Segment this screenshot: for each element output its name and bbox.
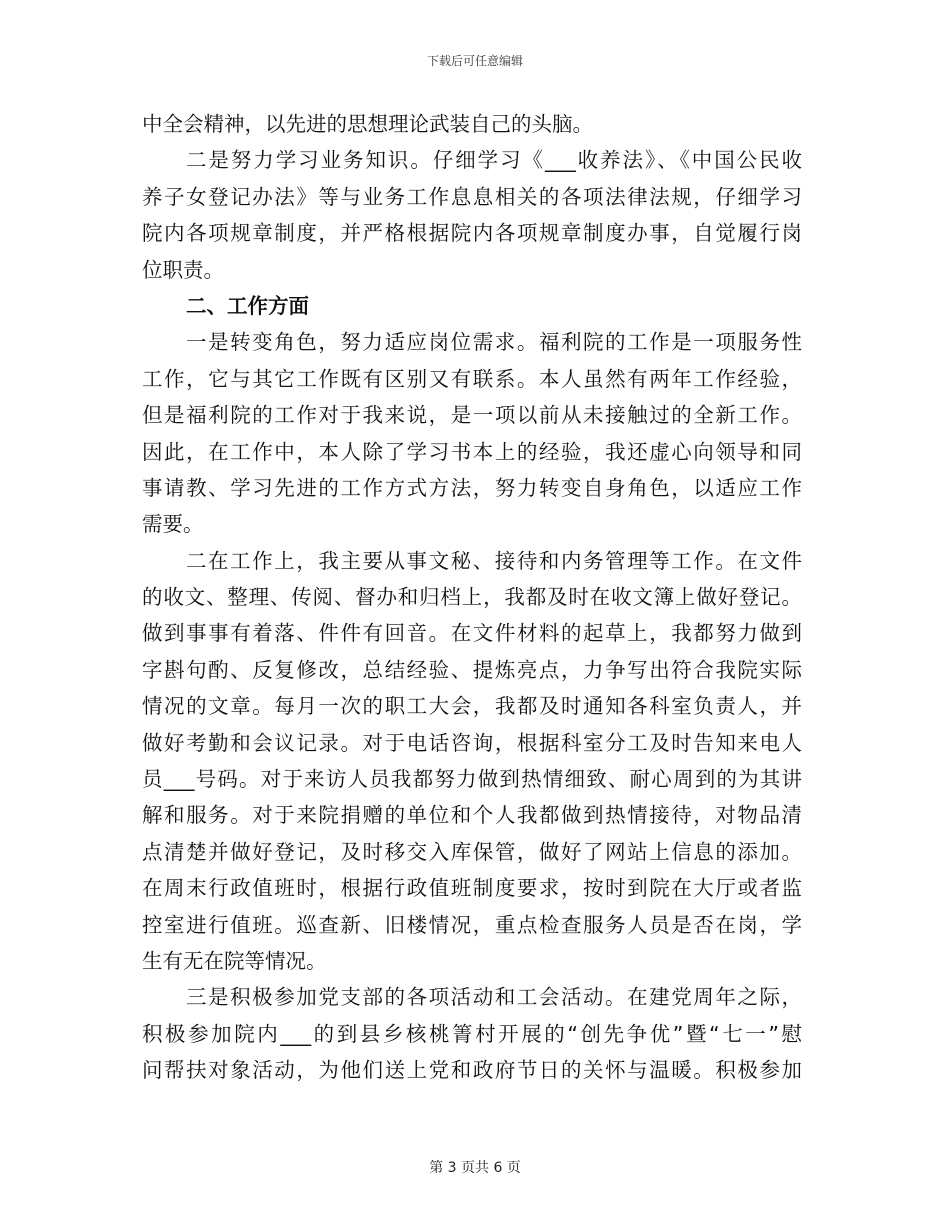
- document-body: [142, 106, 802, 1089]
- text-line: 的收文、整理、传阅、督办和归档上，我都及时在收文簿上做好登记。: [142, 585, 802, 610]
- section-heading: 二、工作方面: [186, 293, 309, 318]
- text-line: 二在工作上，我主要从事文秘、接待和内务管理等工作。在文件: [186, 548, 802, 573]
- text-line: 问帮扶对象活动，为他们送上党和政府节日的关怀与温暖。积极参加: [142, 1058, 802, 1083]
- text-line: 养子女登记办法》等与业务工作息息相关的各项法律法规，仔细学习: [142, 184, 802, 209]
- text-line: 解和服务。对于来院捐赠的单位和个人我都做到热情接待，对物品清: [142, 803, 802, 828]
- text-line: 字斟句酌、反复修改，总结经验、提炼亮点，力争写出符合我院实际: [142, 657, 802, 682]
- text-line: 情况的文章。每月一次的职工大会，我都及时通知各科室负责人，并: [142, 694, 802, 719]
- text-line: 在周末行政值班时，根据行政值班制度要求，按时到院在大厅或者监: [142, 876, 802, 901]
- text-line: 事请教、学习先进的工作方式方法，努力转变自身角色，以适应工作: [142, 475, 802, 500]
- text-line: 控室进行值班。巡查新、旧楼情况，重点检查服务人员是否在岗，学: [142, 912, 802, 937]
- text-line: 员___号码。对于来访人员我都努力做到热情细致、耐心周到的为其讲: [142, 767, 802, 792]
- text-line: 工作，它与其它工作既有区别又有联系。本人虽然有两年工作经验，: [142, 366, 802, 391]
- text-line: 需要。: [142, 512, 204, 537]
- text-line: 点清楚并做好登记，及时移交入库保管，做好了网站上信息的添加。: [142, 839, 802, 864]
- text-line: 一是转变角色，努力适应岗位需求。福利院的工作是一项服务性: [186, 330, 802, 355]
- page-header: 下载后可任意编辑: [426, 54, 523, 68]
- text-line: 做好考勤和会议记录。对于电话咨询，根据科室分工及时告知来电人: [142, 730, 802, 755]
- text-line: 院内各项规章制度，并严格根据院内各项规章制度办事，自觉履行岗: [142, 221, 802, 246]
- text-line: 中全会精神，以先进的思想理论武装自己的头脑。: [142, 112, 593, 136]
- text-line: 积极参加院内___的到县乡核桃箐村开展的“创先争优”暨“七一”慰: [142, 1021, 802, 1046]
- text-line: 生有无在院等情况。: [142, 948, 327, 973]
- page-number: 第 3 页共 6 页: [429, 1160, 521, 1176]
- text-line: 做到事事有着落、件件有回音。在文件材料的起草上，我都努力做到: [142, 621, 802, 646]
- text-line: 位职责。: [142, 257, 224, 282]
- text-line: 因此，在工作中，本人除了学习书本上的经验，我还虚心向领导和同: [142, 439, 802, 464]
- text-line: 三是积极参加党支部的各项活动和工会活动。在建党周年之际，: [186, 985, 802, 1010]
- text-line: 二是努力学习业务知识。仔细学习《___收养法》、《中国公民收: [186, 148, 802, 173]
- text-line: 但是福利院的工作对于我来说，是一项以前从未接触过的全新工作。: [142, 403, 802, 428]
